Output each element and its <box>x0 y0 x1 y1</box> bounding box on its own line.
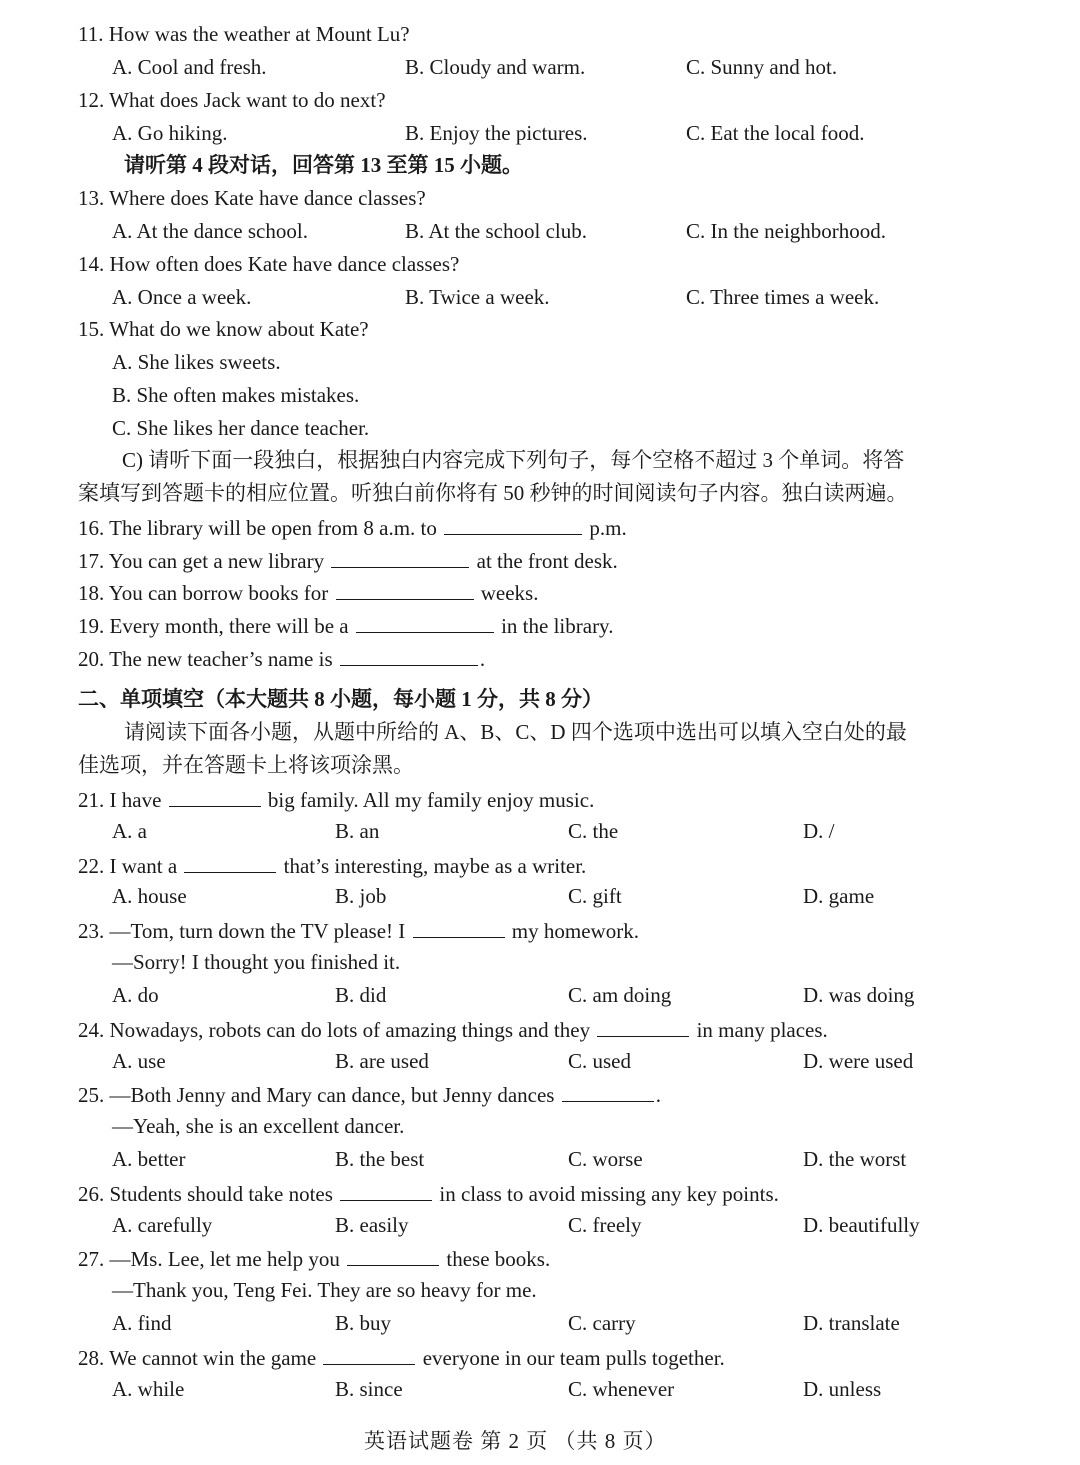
q13-option-b: B. At the school club. <box>405 219 587 243</box>
part4-instruction: 请听第 4 段对话，回答第 13 至第 15 小题。 <box>124 153 523 177</box>
q23-option-b: B. did <box>335 983 387 1007</box>
page-footer: 英语试题卷 第 2 页 （共 8 页） <box>364 1429 667 1453</box>
q19-text-after: in the library. <box>501 614 614 638</box>
q28-line <box>78 1346 725 1369</box>
q16-blank <box>444 516 582 535</box>
q23-text: 23. —Tom, turn down the TV please! I <box>78 919 406 943</box>
q26-blank <box>340 1182 432 1201</box>
q25-option-b: B. the best <box>335 1147 425 1171</box>
q27-option-a: A. find <box>112 1311 172 1335</box>
q24-option-a: A. use <box>112 1049 166 1073</box>
q20-text: 20. The new teacher’s name is <box>78 647 333 671</box>
q21-text-after: big family. All my family enjoy music. <box>267 788 595 812</box>
q26-option-b: B. easily <box>335 1213 409 1237</box>
q21-text: 21. I have <box>78 788 162 812</box>
q13-option-a: A. At the dance school. <box>112 219 308 243</box>
q14-option-a: A. Once a week. <box>112 285 252 309</box>
q21-option-b: B. an <box>335 819 380 843</box>
section-2-instruction-2: 佳选项，并在答题卡上将该项涂黑。 <box>78 753 414 777</box>
q22-option-c: C. gift <box>568 884 622 908</box>
q28-option-a: A. while <box>112 1377 185 1401</box>
q12-option-c: C. Eat the local food. <box>686 121 865 145</box>
q17-blank <box>331 549 469 568</box>
q28-blank <box>323 1346 415 1365</box>
q28-option-d: D. unless <box>803 1377 882 1401</box>
q26-option-d: D. beautifully <box>803 1213 920 1237</box>
q26-line <box>78 1182 779 1205</box>
q22-option-a: A. house <box>112 884 187 908</box>
q19-line <box>78 614 613 637</box>
q16-text-after: p.m. <box>589 516 627 540</box>
q24-option-c: C. used <box>568 1049 631 1073</box>
q25-reply: —Yeah, she is an excellent dancer. <box>112 1114 405 1138</box>
q24-text-after: in many places. <box>696 1018 828 1042</box>
q22-line <box>78 854 586 877</box>
q12-option-b: B. Enjoy the pictures. <box>405 121 588 145</box>
q25-option-c: C. worse <box>568 1147 643 1171</box>
q22-text-after: that’s interesting, maybe as a writer. <box>283 854 587 878</box>
q22-option-b: B. job <box>335 884 387 908</box>
q23-blank <box>413 919 505 938</box>
q27-reply: —Thank you, Teng Fei. They are so heavy for me. <box>112 1278 537 1302</box>
q21-blank <box>169 788 261 807</box>
q17-line <box>78 549 618 572</box>
q12-option-a: A. Go hiking. <box>112 121 228 145</box>
q21-line <box>78 788 594 811</box>
section-c-instruction-1: C) 请听下面一段独白，根据独白内容完成下列句子，每个空格不超过 3 个单词。将答 <box>122 448 905 472</box>
q26-option-c: C. freely <box>568 1213 642 1237</box>
q11-option-c: C. Sunny and hot. <box>686 55 838 79</box>
q20-text-after: . <box>479 647 486 671</box>
q25-blank <box>562 1083 654 1102</box>
q28-option-c: C. whenever <box>568 1377 675 1401</box>
q16-text: 16. The library will be open from 8 a.m. to <box>78 516 437 540</box>
q19-text: 19. Every month, there will be a <box>78 614 349 638</box>
q13-option-c: C. In the neighborhood. <box>686 219 887 243</box>
q25-option-d: D. the worst <box>803 1147 907 1171</box>
q20-line <box>78 647 485 670</box>
q17-text: 17. You can get a new library <box>78 549 325 573</box>
q22-option-d: D. game <box>803 884 875 908</box>
q21-option-a: A. a <box>112 819 147 843</box>
q11-option-a: A. Cool and fresh. <box>112 55 267 79</box>
q25-option-a: A. better <box>112 1147 186 1171</box>
q26-option-a: A. carefully <box>112 1213 213 1237</box>
q27-option-d: D. translate <box>803 1311 900 1335</box>
q15-option-b: B. She often makes mistakes. <box>112 383 360 407</box>
q23-text-after: my homework. <box>511 919 639 943</box>
q18-blank <box>336 581 474 600</box>
q25-line <box>78 1083 661 1106</box>
q28-text-after: everyone in our team pulls together. <box>422 1346 725 1370</box>
q24-line <box>78 1018 828 1041</box>
q18-text-after: weeks. <box>480 581 539 605</box>
q28-text: 28. We cannot win the game <box>78 1346 317 1370</box>
q15-stem: 15. What do we know about Kate? <box>78 317 369 341</box>
q27-line <box>78 1247 550 1270</box>
q18-line <box>78 581 538 604</box>
q19-blank <box>356 614 494 633</box>
q16-line <box>78 516 627 539</box>
q21-option-d: D. / <box>803 819 835 843</box>
q23-option-c: C. am doing <box>568 983 672 1007</box>
q27-blank <box>347 1247 439 1266</box>
q11-stem: 11. How was the weather at Mount Lu? <box>78 22 410 46</box>
q23-line <box>78 919 639 942</box>
q14-stem: 14. How often does Kate have dance classes? <box>78 252 460 276</box>
q27-option-b: B. buy <box>335 1311 392 1335</box>
q25-text-after: . <box>655 1083 661 1107</box>
q23-option-d: D. was doing <box>803 983 915 1007</box>
q21-option-c: C. the <box>568 819 619 843</box>
q25-text: 25. —Both Jenny and Mary can dance, but Jenny dances <box>78 1083 555 1107</box>
section-2-instruction-1: 请阅读下面各小题，从题中所给的 A、B、C、D 四个选项中选出可以填入空白处的最 <box>124 720 907 744</box>
section-c-instruction-2: 案填写到答题卡的相应位置。听独白前你将有 50 秒钟的时间阅读句子内容。独白读两遍。 <box>78 481 908 505</box>
q14-option-b: B. Twice a week. <box>405 285 550 309</box>
q13-stem: 13. Where does Kate have dance classes? <box>78 186 426 210</box>
q27-text: 27. —Ms. Lee, let me help you <box>78 1247 340 1271</box>
q27-text-after: these books. <box>446 1247 551 1271</box>
q27-option-c: C. carry <box>568 1311 636 1335</box>
q26-text-after: in class to avoid missing any key points. <box>439 1182 779 1206</box>
q20-blank <box>340 647 478 666</box>
q15-option-c: C. She likes her dance teacher. <box>112 416 370 440</box>
q17-text-after: at the front desk. <box>476 549 618 573</box>
q24-option-b: B. are used <box>335 1049 429 1073</box>
q14-option-c: C. Three times a week. <box>686 285 880 309</box>
q12-stem: 12. What does Jack want to do next? <box>78 88 386 112</box>
q23-reply: —Sorry! I thought you finished it. <box>112 950 401 974</box>
q22-text: 22. I want a <box>78 854 178 878</box>
q24-option-d: D. were used <box>803 1049 914 1073</box>
q24-blank <box>597 1018 689 1037</box>
q11-option-b: B. Cloudy and warm. <box>405 55 586 79</box>
q26-text: 26. Students should take notes <box>78 1182 333 1206</box>
q22-blank <box>184 854 276 873</box>
q28-option-b: B. since <box>335 1377 403 1401</box>
q18-text: 18. You can borrow books for <box>78 581 329 605</box>
q15-option-a: A. She likes sweets. <box>112 350 281 374</box>
q23-option-a: A. do <box>112 983 159 1007</box>
q24-text: 24. Nowadays, robots can do lots of amazing things and they <box>78 1018 591 1042</box>
section-2-title: 二、单项填空（本大题共 8 小题，每小题 1 分，共 8 分） <box>78 687 603 711</box>
